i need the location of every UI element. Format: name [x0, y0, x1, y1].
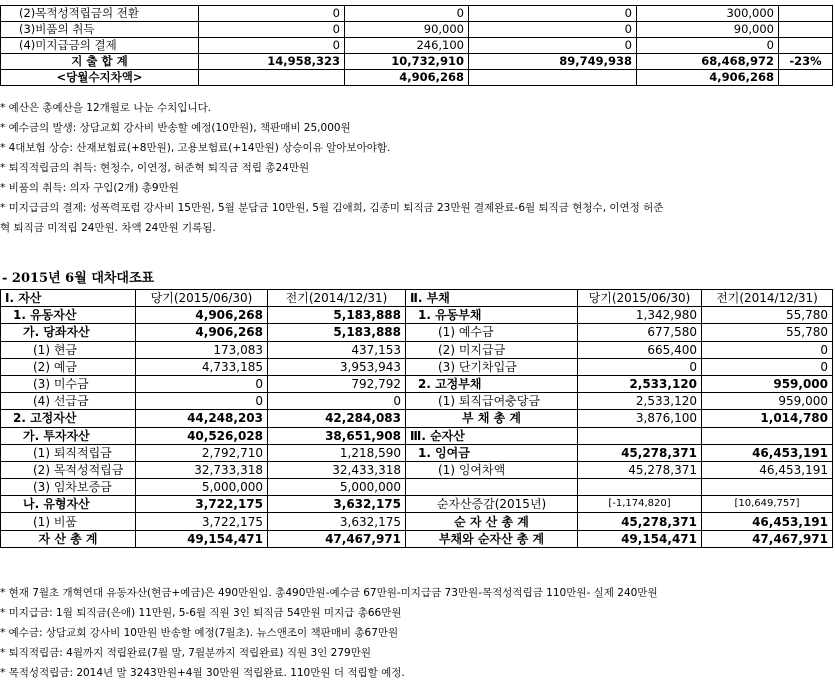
balance-sheet-row: [1, 307, 833, 324]
expenditure-row: [1, 54, 833, 70]
balance-sheet-cell-b: 5,183,888: [268, 324, 406, 341]
balance-sheet-cell-l: 자 산 총 계: [1, 530, 136, 547]
balance-sheet-row: [1, 324, 833, 341]
note-line: * 4대보험 상승: 산재보험료(+8만원), 고용보험료(+14만원) 상승이유 알아보아야함.: [0, 142, 391, 154]
note-line: * 예수금의 발생: 상담교회 강사비 반송할 예정(10만원), 책판매비 25,000원: [0, 122, 351, 134]
balance-sheet-cell-r: 2. 고정부채: [406, 375, 578, 392]
expenditure-table: [0, 5, 833, 86]
balance-sheet-cell-a: 173,083: [136, 341, 268, 358]
expenditure-cell-c3: 0: [469, 22, 637, 38]
balance-sheet-cell-b: 38,651,908: [268, 427, 406, 444]
note-line: * 예산은 총예산을 12개월로 나눈 수치입니다.: [0, 102, 212, 114]
balance-sheet-cell-b: 5,183,888: [268, 307, 406, 324]
expenditure-cell-label: <당월수지차액>: [1, 70, 199, 86]
balance-sheet-cell-c: 45,278,371: [578, 461, 702, 478]
note-line: * 비품의 취득: 의자 구입(2개) 총9만원: [0, 182, 179, 194]
balance-sheet-cell-l: (1) 비품: [1, 513, 136, 530]
expenditure-cell-c2: 246,100: [345, 38, 469, 54]
balance-sheet-cell-d: 47,467,971: [702, 530, 833, 547]
balance-sheet-cell-l: (2) 목적성적립금: [1, 461, 136, 478]
balance-sheet-cell-d: [702, 427, 833, 444]
balance-sheet-cell-c: 49,154,471: [578, 530, 702, 547]
balance-sheet-cell-r: 부 채 총 계: [406, 410, 578, 427]
expenditure-cell-c3: 0: [469, 6, 637, 22]
expenditure-cell-c5: -23%: [779, 54, 833, 70]
balance-sheet-cell-b: 437,153: [268, 341, 406, 358]
balance-sheet-cell-b: 47,467,971: [268, 530, 406, 547]
balance-sheet-cell-a: 3,722,175: [136, 496, 268, 513]
expenditure-cell-c4: 4,906,268: [637, 70, 779, 86]
balance-sheet-cell-d: 46,453,191: [702, 461, 833, 478]
header-liabilities: Ⅱ. 부채: [406, 290, 578, 307]
expenditure-cell-c1: 0: [199, 38, 345, 54]
balance-sheet-cell-b: 3,632,175: [268, 513, 406, 530]
balance-sheet-cell-r: Ⅲ. 순자산: [406, 427, 578, 444]
balance-sheet-cell-b: 3,953,943: [268, 358, 406, 375]
balance-sheet-cell-l: 가. 당좌자산: [1, 324, 136, 341]
header-prior-period-2: 전기(2014/12/31): [702, 290, 833, 307]
balance-sheet-cell-r: (2) 미지급금: [406, 341, 578, 358]
expenditure-cell-c5: [779, 70, 833, 86]
balance-sheet-row: [1, 513, 833, 530]
balance-sheet-cell-c: 2,533,120: [578, 393, 702, 410]
balance-sheet-cell-b: 0: [268, 393, 406, 410]
expenditure-cell-label: 지 출 합 계: [1, 54, 199, 70]
expenditure-row: [1, 6, 833, 22]
balance-sheet-table: [0, 289, 833, 548]
expenditure-cell-c4: 300,000: [637, 6, 779, 22]
balance-sheet-cell-l: (2) 예금: [1, 358, 136, 375]
balance-sheet-row: [1, 479, 833, 496]
balance-sheet-cell-a: 0: [136, 393, 268, 410]
balance-sheet-cell-r: 1. 잉여금: [406, 444, 578, 461]
expenditure-cell-c1: 0: [199, 22, 345, 38]
balance-sheet-cell-a: 4,906,268: [136, 324, 268, 341]
balance-sheet-cell-r: (1) 퇴직급여충당금: [406, 393, 578, 410]
balance-sheet-cell-r: 순자산증감(2015년): [406, 496, 578, 513]
note-line: * 미지급금의 결제: 성폭력포럼 강사비 15만원, 5월 분담금 10만원, 5월 김애희, 김종미 퇴직금 23만원 결제완료-6월 퇴직금 현청수, 이연정 허준: [0, 202, 664, 214]
balance-sheet-row: [1, 341, 833, 358]
header-current-period-2: 당기(2015/06/30): [578, 290, 702, 307]
balance-sheet-cell-r: 1. 유동부채: [406, 307, 578, 324]
balance-sheet-cell-l: (1) 현금: [1, 341, 136, 358]
balance-sheet-cell-b: 5,000,000: [268, 479, 406, 496]
budget-notes: [0, 98, 663, 238]
balance-sheet-cell-r: (1) 예수금: [406, 324, 578, 341]
expenditure-cell-c1: 14,958,323: [199, 54, 345, 70]
balance-sheet-row: [1, 427, 833, 444]
balance-sheet-cell-r: 순 자 산 총 계: [406, 513, 578, 530]
balance-sheet-cell-b: 42,284,083: [268, 410, 406, 427]
balance-sheet-cell-d: [10,649,757]: [702, 496, 833, 513]
balance-sheet-cell-l: 2. 고정자산: [1, 410, 136, 427]
balance-sheet-cell-c: 0: [578, 358, 702, 375]
balance-sheet-row: [1, 496, 833, 513]
balance-sheet-cell-d: 46,453,191: [702, 513, 833, 530]
expenditure-cell-c2: 90,000: [345, 22, 469, 38]
balance-sheet-cell-a: 4,733,185: [136, 358, 268, 375]
balance-sheet-cell-l: (1) 퇴직적립금: [1, 444, 136, 461]
balance-sheet-cell-l: 가. 투자자산: [1, 427, 136, 444]
balance-sheet-row: [1, 393, 833, 410]
balance-sheet-header: [1, 290, 833, 307]
note-line: * 퇴직적립금: 4월까지 적립완료(7월 말, 7월분까지 적립완료) 직원 3인 279만원: [0, 647, 371, 659]
balance-sheet-cell-c: 3,876,100: [578, 410, 702, 427]
balance-sheet-cell-c: 1,342,980: [578, 307, 702, 324]
header-assets: Ⅰ. 자산: [1, 290, 136, 307]
expenditure-cell-c3: 0: [469, 38, 637, 54]
balance-sheet-row: [1, 410, 833, 427]
note-line: * 예수금: 상담교회 강사비 10만원 반송할 예정(7월초). 뉴스앤조이 책판매비 총67만원: [0, 627, 399, 639]
balance-sheet-cell-a: 3,722,175: [136, 513, 268, 530]
expenditure-cell-label: (2)목적성적립금의 전환: [1, 6, 199, 22]
balance-sheet-cell-c: 677,580: [578, 324, 702, 341]
balance-sheet-cell-r: (3) 단기차입금: [406, 358, 578, 375]
header-current-period: 당기(2015/06/30): [136, 290, 268, 307]
expenditure-row: [1, 22, 833, 38]
note-line: * 현재 7월초 개혁연대 유동자산(현금+예금)은 490만원임. 총490만원-예수금 67만원-미지급금 73만원-목적성적립금 110만원- 실제 240만원: [0, 587, 658, 599]
balance-sheet-cell-a: 32,733,318: [136, 461, 268, 478]
balance-sheet-row: [1, 358, 833, 375]
balance-sheet-cell-a: 4,906,268: [136, 307, 268, 324]
balance-sheet-cell-a: 2,792,710: [136, 444, 268, 461]
balance-sheet-cell-d: 55,780: [702, 324, 833, 341]
balance-sheet-cell-l: (4) 선급금: [1, 393, 136, 410]
balance-sheet-cell-l: 나. 유형자산: [1, 496, 136, 513]
balance-sheet-row: [1, 375, 833, 392]
expenditure-cell-c3: 89,749,938: [469, 54, 637, 70]
balance-sheet-cell-b: 792,792: [268, 375, 406, 392]
balance-sheet-cell-d: 0: [702, 358, 833, 375]
balance-sheet-cell-d: 46,453,191: [702, 444, 833, 461]
expenditure-cell-c1: [199, 70, 345, 86]
balance-sheet-cell-b: 32,433,318: [268, 461, 406, 478]
expenditure-cell-c3: [469, 70, 637, 86]
expenditure-cell-c2: 0: [345, 6, 469, 22]
balance-sheet-cell-c: 45,278,371: [578, 444, 702, 461]
balance-sheet-notes: [0, 583, 658, 683]
balance-sheet-cell-d: 1,014,780: [702, 410, 833, 427]
balance-sheet-title: - 2015년 6월 대차대조표: [2, 271, 155, 286]
balance-sheet-cell-r: 부채와 순자산 총 계: [406, 530, 578, 547]
expenditure-cell-c5: [779, 6, 833, 22]
balance-sheet-cell-c: [578, 427, 702, 444]
expenditure-cell-c5: [779, 38, 833, 54]
expenditure-cell-c4: 68,468,972: [637, 54, 779, 70]
balance-sheet-cell-a: 0: [136, 375, 268, 392]
expenditure-cell-c2: 4,906,268: [345, 70, 469, 86]
balance-sheet-cell-a: 49,154,471: [136, 530, 268, 547]
note-line: * 미지급금: 1월 퇴직금(은애) 11만원, 5-6월 직원 3인 퇴직금 54만원 미지급 총66만원: [0, 607, 402, 619]
balance-sheet-cell-c: 2,533,120: [578, 375, 702, 392]
expenditure-cell-c4: 90,000: [637, 22, 779, 38]
balance-sheet-cell-l: (3) 임차보증금: [1, 479, 136, 496]
balance-sheet-cell-d: 55,780: [702, 307, 833, 324]
note-line: * 퇴직적립금의 취득: 현청수, 이연정, 허준혁 퇴직금 적립 총24만원: [0, 162, 310, 174]
expenditure-cell-c5: [779, 22, 833, 38]
expenditure-row: [1, 70, 833, 86]
balance-sheet-cell-d: 959,000: [702, 375, 833, 392]
balance-sheet-cell-d: [702, 479, 833, 496]
balance-sheet-cell-c: 665,400: [578, 341, 702, 358]
balance-sheet-cell-l: (3) 미수금: [1, 375, 136, 392]
expenditure-cell-c4: 0: [637, 38, 779, 54]
balance-sheet-cell-r: [406, 479, 578, 496]
balance-sheet-cell-c: [578, 479, 702, 496]
balance-sheet-cell-r: (1) 잉여차액: [406, 461, 578, 478]
balance-sheet-cell-b: 3,632,175: [268, 496, 406, 513]
note-line: * 목적성적립금: 2014년 말 3243만원+4월 30만원 적립완료. 110만원 더 적립할 예정.: [0, 667, 405, 679]
expenditure-cell-c2: 10,732,910: [345, 54, 469, 70]
expenditure-row: [1, 38, 833, 54]
expenditure-cell-label: (4)미지급금의 결제: [1, 38, 199, 54]
balance-sheet-cell-d: 959,000: [702, 393, 833, 410]
balance-sheet-cell-l: 1. 유동자산: [1, 307, 136, 324]
expenditure-cell-c1: 0: [199, 6, 345, 22]
balance-sheet-row: [1, 444, 833, 461]
balance-sheet-row: [1, 530, 833, 547]
balance-sheet-cell-c: [-1,174,820]: [578, 496, 702, 513]
balance-sheet-cell-b: 1,218,590: [268, 444, 406, 461]
balance-sheet-cell-a: 40,526,028: [136, 427, 268, 444]
header-prior-period: 전기(2014/12/31): [268, 290, 406, 307]
balance-sheet-row: [1, 461, 833, 478]
note-line: 혁 퇴직금 미적립 24만원. 차액 24만원 기록됨.: [0, 222, 216, 234]
expenditure-cell-label: (3)비품의 취득: [1, 22, 199, 38]
balance-sheet-cell-d: 0: [702, 341, 833, 358]
balance-sheet-cell-a: 5,000,000: [136, 479, 268, 496]
balance-sheet-cell-a: 44,248,203: [136, 410, 268, 427]
balance-sheet-cell-c: 45,278,371: [578, 513, 702, 530]
